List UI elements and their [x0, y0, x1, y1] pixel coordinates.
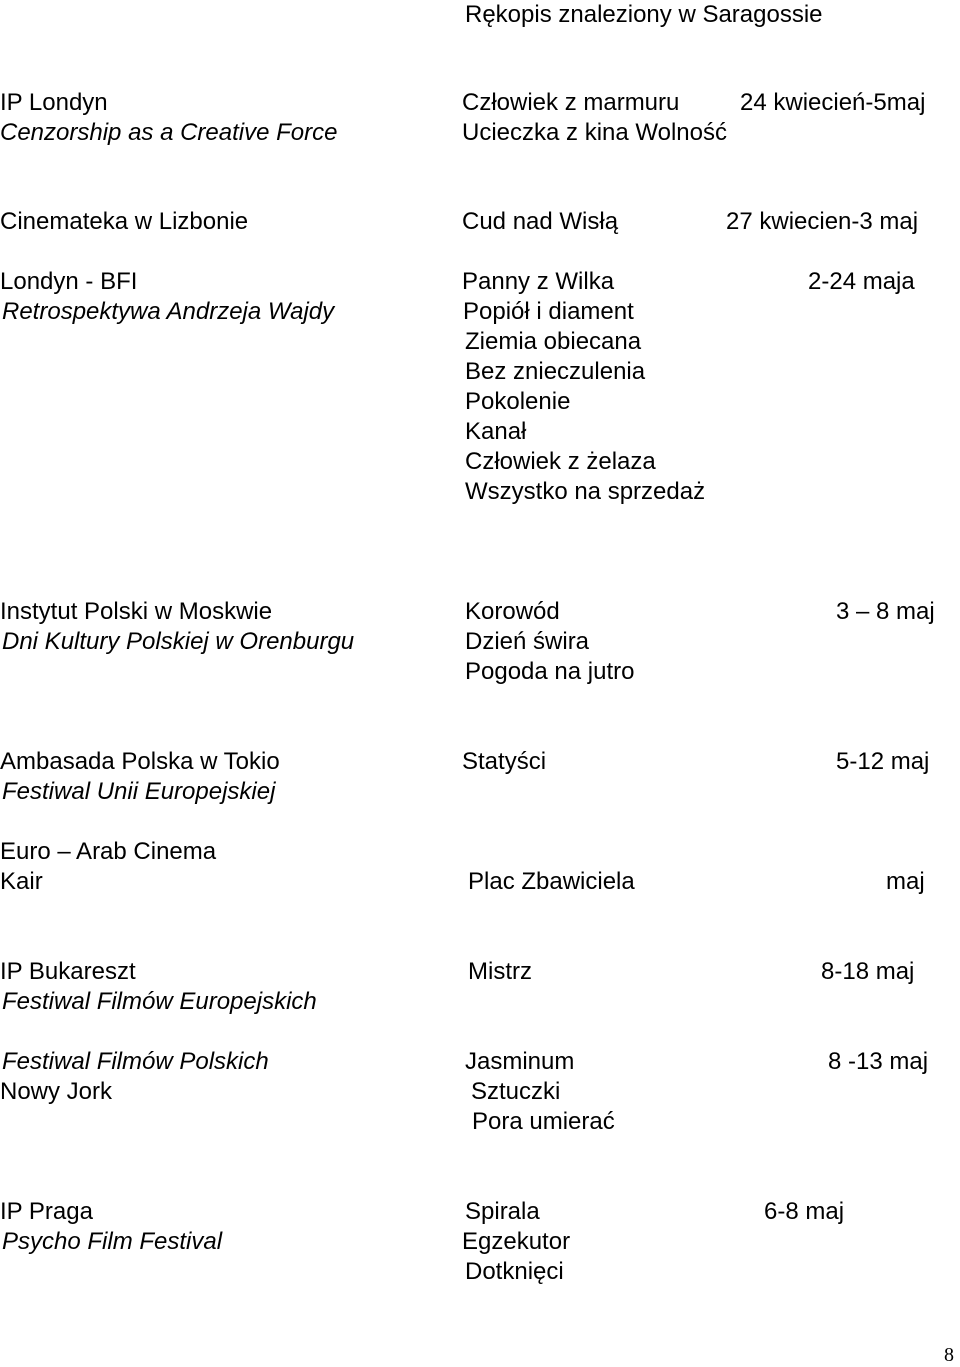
film-title: Korowód	[465, 598, 560, 625]
venue-event: Psycho Film Festival	[2, 1228, 223, 1255]
venue-name: IP Praga	[0, 1198, 93, 1225]
film-title: Plac Zbawiciela	[468, 868, 635, 895]
event-dates: 8 -13 maj	[828, 1048, 929, 1075]
event-dates: maj	[886, 868, 925, 895]
venue-event: Dni Kultury Polskiej w Orenburgu	[2, 628, 355, 655]
venue-name: IP Bukareszt	[0, 958, 136, 985]
venue-name: Ambasada Polska w Tokio	[0, 748, 280, 775]
event-dates: 8-18 maj	[821, 958, 915, 985]
film-title: Pogoda na jutro	[465, 658, 635, 685]
venue-name: IP Londyn	[0, 89, 108, 116]
venue-name: Instytut Polski w Moskwie	[0, 598, 273, 625]
film-title: Spirala	[465, 1198, 540, 1225]
venue-event: Festiwal Unii Europejskiej	[2, 778, 276, 805]
film-title: Wszystko na sprzedaż	[465, 478, 706, 505]
film-title: Sztuczki	[471, 1078, 561, 1105]
event-dates: 2-24 maja	[808, 268, 915, 295]
event-dates: 24 kwiecień-5maj	[740, 89, 926, 116]
film-title: Panny z Wilka	[462, 268, 615, 295]
film-title: Mistrz	[468, 958, 532, 985]
film-title: Egzekutor	[462, 1228, 571, 1255]
film-title: Bez znieczulenia	[465, 358, 646, 385]
film-title: Człowiek z żelaza	[465, 448, 656, 475]
film-title: Cud nad Wisłą	[462, 208, 619, 235]
film-title: Dzień świra	[465, 628, 590, 655]
venue-event: Festiwal Filmów Polskich	[2, 1048, 269, 1075]
event-dates: 27 kwiecien-3 maj	[726, 208, 919, 235]
venue-name: Euro – Arab Cinema	[0, 838, 217, 865]
venue-name: Cinemateka w Lizbonie	[0, 208, 249, 235]
film-title: Popiół i diament	[463, 298, 634, 325]
venue-event: Cenzorship as a Creative Force	[0, 119, 338, 146]
event-dates: 3 – 8 maj	[836, 598, 935, 625]
event-dates: 6-8 maj	[764, 1198, 845, 1225]
film-title: Człowiek z marmuru	[462, 89, 680, 116]
venue-event: Retrospektywa Andrzeja Wajdy	[2, 298, 335, 325]
film-title: Statyści	[462, 748, 547, 775]
film-title: Ucieczka z kina Wolność	[462, 119, 727, 146]
venue-name: Londyn - BFI	[0, 268, 138, 295]
film-title: Dotknięci	[465, 1258, 564, 1285]
film-title: Kanał	[465, 418, 527, 445]
page-number: 8	[944, 1344, 954, 1366]
event-dates: 5-12 maj	[836, 748, 930, 775]
venue-city: Nowy Jork	[0, 1078, 113, 1105]
venue-event: Festiwal Filmów Europejskich	[2, 988, 317, 1015]
venue-city: Kair	[0, 868, 43, 895]
film-title: Jasminum	[465, 1048, 575, 1075]
film-title: Pokolenie	[465, 388, 571, 415]
film-title: Ziemia obiecana	[465, 328, 642, 355]
film-title: Pora umierać	[472, 1108, 615, 1135]
document-title: Rękopis znaleziony w Saragossie	[465, 1, 823, 28]
